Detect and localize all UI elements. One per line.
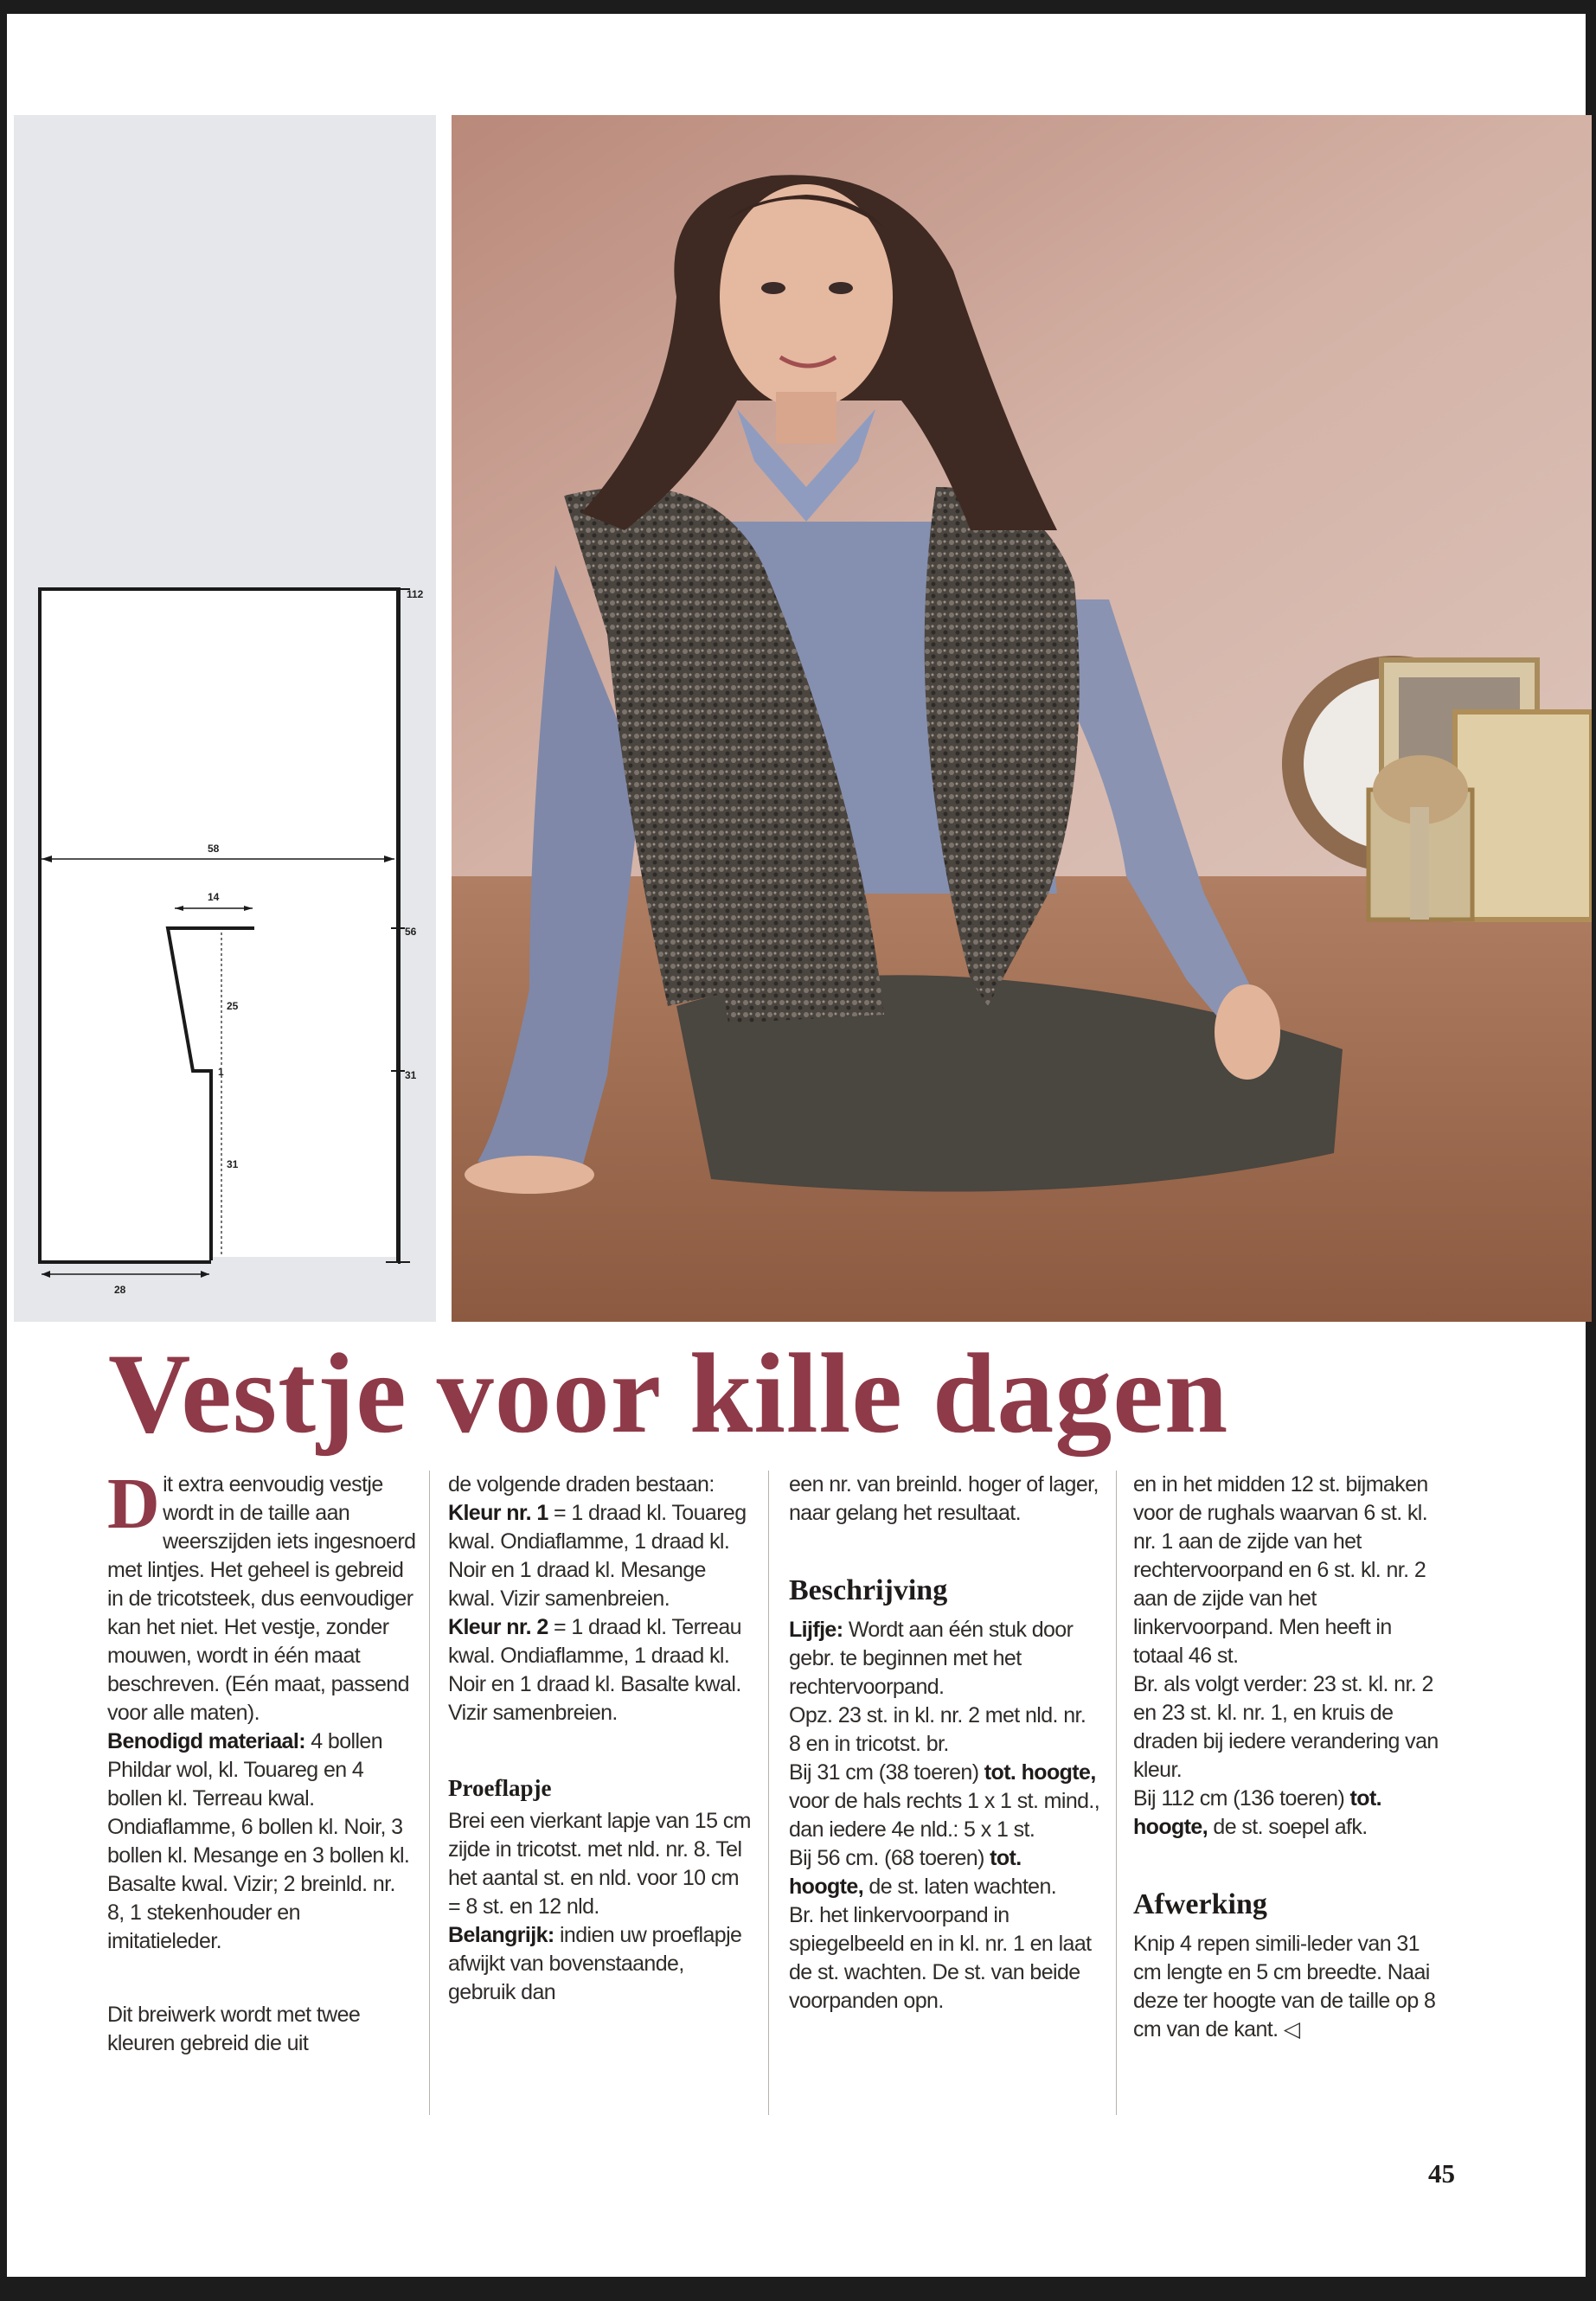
- text-column-4: [1133, 1471, 1446, 2119]
- page-number: 45: [1428, 2158, 1455, 2189]
- drop-cap: D: [107, 1471, 160, 1544]
- color-1-paragraph: Kleur nr. 1 = 1 draad kl. Touareg kwal. Ondiaflamme, 1 draad kl. Noir en 1 draad kl. Mesange kwal. Vizir samenbreien.: [448, 1501, 747, 1611]
- continued-paragraph-2: Br. als volgt verder: 23 st. kl. nr. 2 en 23 st. kl. nr. 1, en kruis de draden bij iedere verandering van kleur.: [1133, 1672, 1439, 1782]
- body-paragraph-3: Bij 31 cm (38 toeren) tot. hoogte, voor de hals rechts 1 x 1 st. mind., dan iedere 4e nld.: 5 x 1 st.: [789, 1760, 1100, 1842]
- text-column-2: [448, 1471, 753, 2119]
- body-label: Lijfje:: [789, 1618, 843, 1642]
- dim-14: 14: [208, 891, 220, 903]
- materials-paragraph: Benodigd materiaal: 4 bollen Phildar wol, kl. Touareg en 4 bollen kl. Terreau kwal. Ondiaflamme, 6 bollen kl. Noir, 3 bollen kl. Mesange en 3 bollen kl. Basalte kwal. Vizir; 2 breinld. nr. 8, 1 stekenhouder en imitatieleder.: [107, 1729, 410, 1953]
- gauge-heading: Proeflapje: [448, 1775, 552, 1801]
- finishing-paragraph: Knip 4 repen simili-leder van 31 cm lengte en 5 cm breedte. Naai deze ter hoogte van de taille op 8 cm van de kant. ◁: [1133, 1932, 1436, 2041]
- article-title: Vestje voor kille dagen: [108, 1330, 1229, 1457]
- dim-28: 28: [114, 1284, 126, 1296]
- column-divider-3: [1116, 1471, 1117, 2115]
- important-continued: een nr. van breinld. hoger of lager, naar gelang het resultaat.: [789, 1472, 1099, 1525]
- pattern-schematic: [14, 115, 436, 1322]
- dim-25: 25: [227, 1000, 239, 1012]
- body-paragraph-1: Lijfje: Wordt aan één stuk door gebr. te beginnen met het rechtervoorpand.: [789, 1618, 1074, 1699]
- color-2-label: Kleur nr. 2: [448, 1615, 548, 1639]
- text-column-1: [107, 1471, 417, 2119]
- dim-31-side: 31: [405, 1069, 417, 1081]
- description-heading: Beschrijving: [789, 1574, 948, 1606]
- continued-paragraph-3: Bij 112 cm (136 toeren) tot. hoogte, de st. soepel afk.: [1133, 1786, 1382, 1839]
- color-2-paragraph: Kleur nr. 2 = 1 draad kl. Terreau kwal. Ondiaflamme, 1 draad kl. Noir en 1 draad kl. Basalte kwal. Vizir samenbreien.: [448, 1615, 741, 1725]
- colors-continued: de volgende draden bestaan:: [448, 1472, 715, 1497]
- photo-illustration: [452, 115, 1592, 1322]
- schematic-outline: [40, 589, 399, 1262]
- gauge-paragraph: Brei een vierkant lapje van 15 cm zijde in tricotst. met nld. nr. 8. Tel het aantal st. en nld. voor 10 cm = 8 st. en 12 nld.: [448, 1809, 751, 1919]
- intro-paragraph: it extra eenvoudig vestje wordt in de taille aan weerszijden iets ingesnoerd met lintjes. Het geheel is gebreid in de tricotsteek, dus eenvoudiger kan het niet. Het vestje, zonder mouwen, wordt in één maat beschreven. (Eén maat, passend voor alle maten).: [107, 1472, 416, 1725]
- column-divider-2: [768, 1471, 769, 2115]
- schematic-diagram: [14, 115, 436, 1322]
- column-divider-1: [429, 1471, 430, 2115]
- materials-label: Benodigd materiaal:: [107, 1729, 305, 1753]
- colors-intro: Dit breiwerk wordt met twee kleuren gebreid die uit: [107, 2003, 361, 2055]
- text-column-3: [789, 1471, 1100, 2119]
- continued-paragraph-1: en in het midden 12 st. bijmaken voor de rughals waarvan 6 st. kl. nr. 1 aan de zijde van het rechtervoorpand en 6 st. kl. nr. 2 aan de zijde van het linkervoorpand. Men heeft in totaal 46 st.: [1133, 1472, 1428, 1668]
- finishing-heading: Afwerking: [1133, 1888, 1267, 1920]
- important-paragraph: Belangrijk: indien uw proeflapje afwijkt van bovenstaande, gebruik dan: [448, 1923, 742, 2004]
- model-photo: [452, 115, 1592, 1322]
- dim-58: 58: [208, 843, 220, 855]
- dim-112: 112: [407, 588, 424, 600]
- dim-31-inner: 31: [227, 1158, 239, 1170]
- dim-56: 56: [405, 926, 417, 938]
- body-paragraph-5: Br. het linkervoorpand in spiegelbeeld en in kl. nr. 1 en laat de st. wachten. De st. van beide voorpanden opn.: [789, 1903, 1092, 2013]
- body-paragraph-4: Bij 56 cm. (68 toeren) tot. hoogte, de st. laten wachten.: [789, 1846, 1057, 1899]
- important-label: Belangrijk:: [448, 1923, 554, 1947]
- color-1-label: Kleur nr. 1: [448, 1501, 548, 1525]
- body-paragraph-2: Opz. 23 st. in kl. nr. 2 met nld. nr. 8 en in tricotst. br.: [789, 1703, 1086, 1756]
- dim-1: 1: [218, 1066, 224, 1078]
